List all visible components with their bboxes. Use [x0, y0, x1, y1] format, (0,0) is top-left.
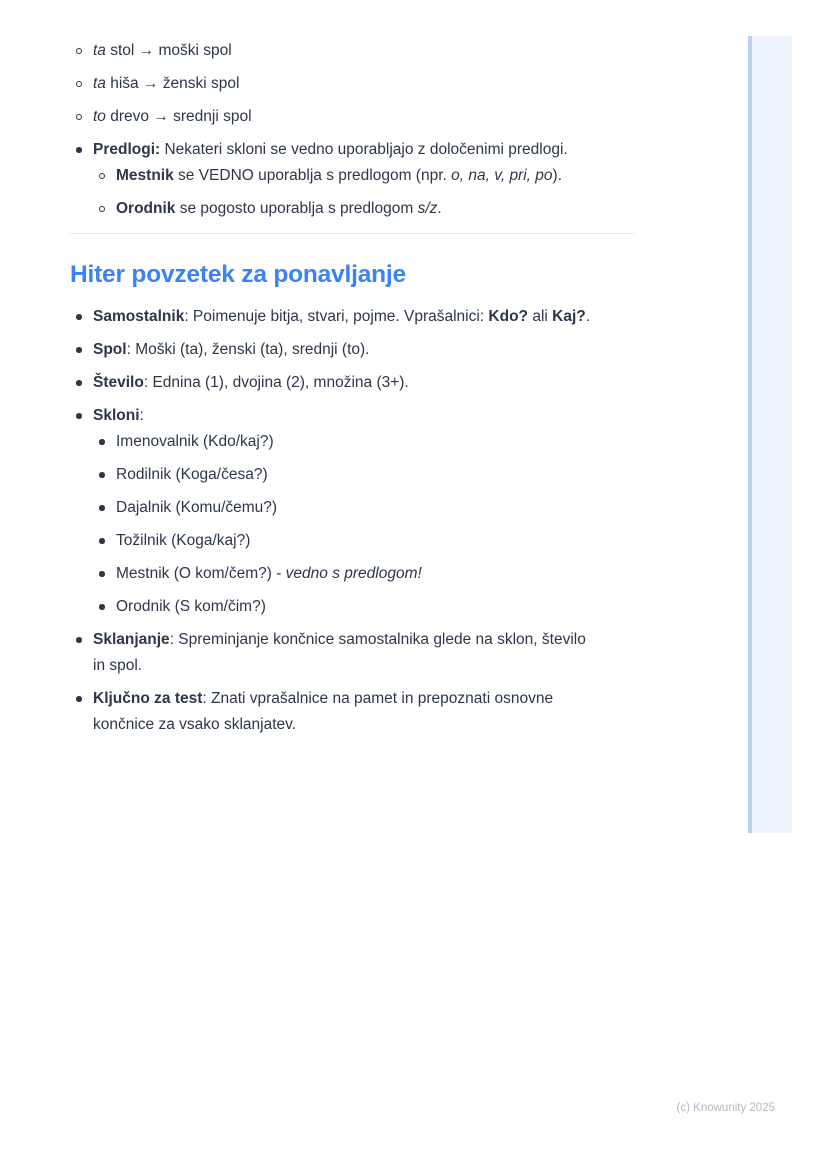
term-description: : Znati vprašalnice na pamet in prepoznati osnovne — [202, 690, 554, 707]
list-item-skloni — [70, 403, 635, 620]
term-description: : Ednina (1), dvojina (2), množina (3+). — [143, 374, 409, 391]
case-text: Tožilnik (Koga/kaj?) — [116, 532, 251, 549]
case-text: Mestnik (O kom/čem?) - — [116, 565, 286, 582]
term-label: Število — [93, 374, 144, 391]
term-description: Nekateri skloni se vedno uporabljajo z določenimi predlogi. — [160, 141, 568, 158]
term-label: Spol — [93, 341, 127, 358]
disc-bullet-icon — [76, 696, 82, 702]
term-description: ali — [528, 308, 553, 325]
list-item-stevilo — [70, 370, 635, 396]
circle-bullet-icon — [76, 81, 82, 87]
list-item-gender-example — [70, 104, 635, 130]
example-demonstrative: ta — [93, 42, 106, 59]
predlogi-list — [70, 137, 635, 222]
prepositions-example: s/z — [417, 200, 438, 217]
term-label: Predlogi: — [93, 141, 161, 158]
term-label: Sklanjanje — [93, 631, 170, 648]
list-item-case — [93, 561, 635, 587]
summary-list — [70, 304, 635, 738]
term-description: : Spreminjanje končnice samostalnika glede na sklon, število — [169, 631, 586, 648]
term-description: . — [585, 308, 591, 325]
disc-bullet-icon — [99, 439, 105, 445]
cases-sublist — [93, 429, 635, 620]
circle-bullet-icon — [99, 173, 105, 179]
disc-bullet-icon — [76, 314, 82, 320]
term-label: Orodnik — [116, 200, 176, 217]
term-label: Skloni — [93, 407, 140, 424]
example-demonstrative: ta — [93, 75, 106, 92]
circle-bullet-icon — [76, 114, 82, 120]
term-description: . — [437, 200, 442, 217]
gender-examples-list — [70, 38, 635, 130]
list-item-gender-example — [70, 38, 635, 64]
disc-bullet-icon — [99, 505, 105, 511]
section-divider — [70, 233, 635, 234]
list-item-case — [93, 462, 635, 488]
term-description: se VEDNO uporablja s predlogom (npr. — [173, 167, 452, 184]
disc-bullet-icon — [99, 604, 105, 610]
disc-bullet-icon — [76, 413, 82, 419]
question-word: Kdo? — [488, 308, 529, 325]
example-text: drevo → srednji spol — [105, 108, 252, 125]
disc-bullet-icon — [76, 147, 82, 153]
term-label: Samostalnik — [93, 308, 185, 325]
term-description: : Poimenuje bitja, stvari, pojme. Vprašalnici: — [184, 308, 489, 325]
list-item-spol — [70, 337, 635, 363]
disc-bullet-icon — [76, 347, 82, 353]
list-item-case — [93, 429, 635, 455]
section-heading: Hiter povzetek za ponavljanje — [70, 261, 406, 288]
circle-bullet-icon — [99, 206, 105, 212]
example-demonstrative: to — [93, 108, 106, 125]
disc-bullet-icon — [99, 571, 105, 577]
disc-bullet-icon — [76, 637, 82, 643]
disc-bullet-icon — [99, 538, 105, 544]
list-item-mestnik-rule — [93, 163, 635, 189]
footer-copyright: (c) Knowunity 2025 — [676, 1102, 775, 1114]
disc-bullet-icon — [99, 472, 105, 478]
term-description: : Moški (ta), ženski (ta), srednji (to). — [126, 341, 370, 358]
list-item-case — [93, 594, 635, 620]
predlogi-sublist — [93, 163, 635, 222]
list-item-predlogi — [70, 137, 635, 222]
question-word: Kaj? — [552, 308, 586, 325]
disc-bullet-icon — [76, 380, 82, 386]
term-description: ). — [552, 167, 562, 184]
case-text: Orodnik (S kom/čim?) — [116, 598, 266, 615]
term-description: : — [139, 407, 144, 424]
term-description: se pogosto uporablja s predlogom — [175, 200, 418, 217]
circle-bullet-icon — [76, 48, 82, 54]
example-text: stol → moški spol — [105, 42, 232, 59]
example-text: hiša → ženski spol — [105, 75, 240, 92]
case-text: Rodilnik (Koga/česa?) — [116, 466, 268, 483]
list-item-sklanjanje — [70, 627, 635, 679]
term-description: in spol. — [93, 657, 143, 674]
document-content — [70, 38, 635, 745]
prepositions-example: o, na, v, pri, po — [451, 167, 553, 184]
term-label: Mestnik — [116, 167, 174, 184]
list-item-samostalnik — [70, 304, 635, 330]
term-label: Ključno za test — [93, 690, 203, 707]
list-item-case — [93, 495, 635, 521]
list-item-orodnik-rule — [93, 196, 635, 222]
list-item-kljucno — [70, 686, 635, 738]
list-item-gender-example — [70, 71, 635, 97]
case-text: Imenovalnik (Kdo/kaj?) — [116, 433, 274, 450]
list-item-case — [93, 528, 635, 554]
term-description: končnice za vsako sklanjatev. — [93, 716, 297, 733]
case-text: Dajalnik (Komu/čemu?) — [116, 499, 278, 516]
case-note: vedno s predlogom! — [285, 565, 422, 582]
scrollbar[interactable] — [748, 36, 792, 833]
